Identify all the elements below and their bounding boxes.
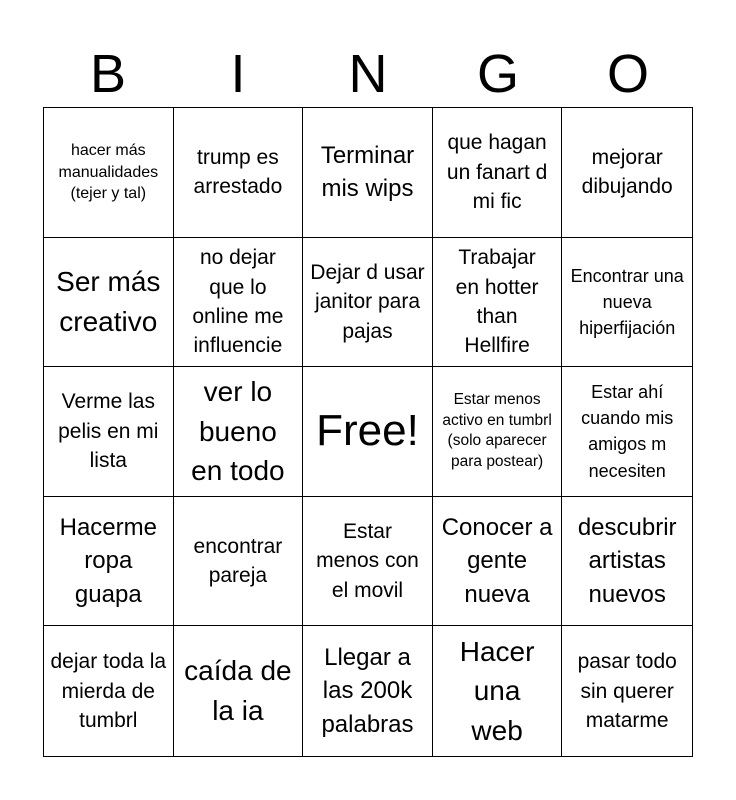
- bingo-cell-17[interactable]: [174, 497, 304, 627]
- bingo-cell-5[interactable]: [562, 108, 692, 238]
- cell-text: mejorar dibujando: [581, 145, 673, 199]
- bingo-cell-25[interactable]: [562, 626, 692, 756]
- cell-text: descubrir artistas nuevos: [577, 513, 677, 608]
- bingo-cell-2[interactable]: [174, 108, 304, 238]
- header-letter-o: O: [606, 44, 649, 104]
- bingo-cell-22[interactable]: [174, 626, 304, 756]
- cell-text: Llegar a las 200k palabras: [321, 643, 414, 738]
- cell-text: Conocer a gente nueva: [441, 513, 553, 608]
- cell-text: caída de la ia: [184, 655, 292, 727]
- cell-text: Ser más creativo: [56, 266, 161, 337]
- cell-text: Terminar mis wips: [320, 141, 415, 203]
- cell-text: Dejar d usar janitor para pajas: [310, 260, 425, 343]
- cell-text: que hagan un fanart d mi fic: [446, 131, 548, 213]
- bingo-cell-12[interactable]: [174, 367, 304, 497]
- bingo-cell-8[interactable]: [303, 238, 433, 368]
- bingo-cell-7[interactable]: [174, 238, 304, 368]
- cell-text: Hacerme ropa guapa: [59, 513, 157, 608]
- bingo-cell-24[interactable]: [433, 626, 563, 756]
- bingo-cell-14[interactable]: [433, 367, 563, 497]
- header-letter-b: B: [89, 44, 127, 104]
- bingo-cell-1[interactable]: [44, 108, 174, 238]
- cell-text: ver lo bueno en todo: [191, 375, 285, 487]
- cell-text: Verme las pelis en mi lista: [58, 390, 159, 473]
- bingo-cell-13-free[interactable]: [303, 367, 433, 497]
- bingo-cell-11[interactable]: [44, 367, 174, 497]
- bingo-cell-20[interactable]: [562, 497, 692, 627]
- bingo-header: [43, 40, 693, 108]
- header-letter-n: N: [348, 44, 388, 104]
- cell-text: trump es arrestado: [193, 145, 283, 199]
- header-letter-g: G: [476, 44, 519, 104]
- cell-text: Hacer una web: [459, 635, 535, 747]
- cell-text: dejar toda la mierda de tumbrl: [50, 650, 167, 732]
- cell-text: Estar menos activo en tumbrl (solo aparecer para postear): [442, 390, 552, 471]
- bingo-cell-4[interactable]: [433, 108, 563, 238]
- cell-text: Estar menos con el movil: [316, 520, 419, 602]
- cell-text: hacer más manualidades (tejer y tal): [58, 141, 159, 203]
- bingo-cell-9[interactable]: [433, 238, 563, 368]
- cell-text: pasar todo sin querer matarme: [577, 650, 677, 732]
- bingo-grid: [43, 107, 693, 757]
- header-letter-i: I: [230, 44, 246, 104]
- bingo-cell-16[interactable]: [44, 497, 174, 627]
- cell-text: Encontrar una nueva hiperfijación: [570, 265, 684, 338]
- cell-text: encontrar pareja: [193, 534, 283, 588]
- bingo-cell-18[interactable]: [303, 497, 433, 627]
- bingo-cell-10[interactable]: [562, 238, 692, 368]
- bingo-cell-19[interactable]: [433, 497, 563, 627]
- cell-text: Estar ahí cuando mis amigos m necesiten: [581, 382, 674, 481]
- bingo-cell-6[interactable]: [44, 238, 174, 368]
- bingo-cell-3[interactable]: [303, 108, 433, 238]
- bingo-cell-15[interactable]: [562, 367, 692, 497]
- bingo-cell-21[interactable]: [44, 626, 174, 756]
- cell-text: Trabajar en hotter than Hellfire: [455, 246, 539, 358]
- cell-text: no dejar que lo online me influencie: [192, 246, 284, 358]
- bingo-cell-23[interactable]: [303, 626, 433, 756]
- free-space-label: Free!: [316, 406, 419, 456]
